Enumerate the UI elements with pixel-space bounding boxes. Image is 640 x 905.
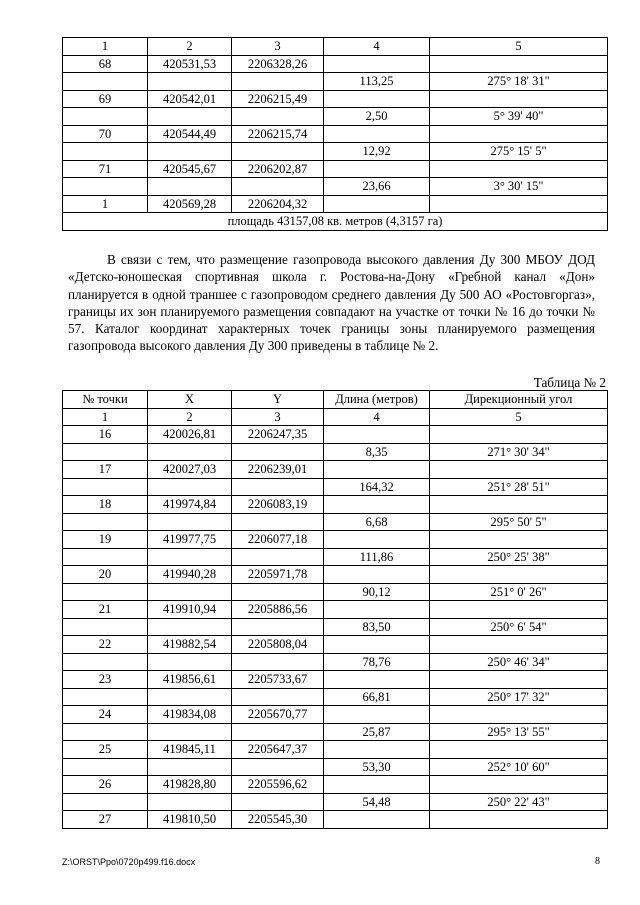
table-cell: 250° 25' 38" (430, 548, 608, 566)
table-cell: 419940,28 (148, 566, 232, 584)
table-row (63, 723, 608, 741)
table-row (63, 125, 608, 143)
table-row (63, 741, 608, 759)
column-number-cell: 5 (430, 38, 608, 56)
table-row (63, 513, 608, 531)
table-cell: 2205647,37 (232, 741, 324, 759)
table-cell (148, 688, 232, 706)
table-cell (148, 758, 232, 776)
table-row (63, 426, 608, 444)
table-cell: 12,92 (324, 143, 430, 161)
column-number-cell: 4 (324, 408, 430, 426)
table-cell (430, 636, 608, 654)
table-cell (63, 793, 148, 811)
table-cell: 71 (63, 160, 148, 178)
table-cell (232, 653, 324, 671)
table-cell: 5° 39' 40" (430, 108, 608, 126)
table-cell: 25 (63, 741, 148, 759)
table-cell: 16 (63, 426, 148, 444)
table1-column-numbers-row (63, 38, 608, 56)
table-cell: 251° 0' 26" (430, 583, 608, 601)
table-cell: 420545,67 (148, 160, 232, 178)
table-row (63, 178, 608, 196)
body-paragraph: В связи с тем, что размещение газопровода высокого давления Ду 300 МБОУ ДОД «Детско-юношеская спортивная школа г. Ростова-на-Дону «Гребной канал «Дон» планируется в одной траншее с газопроводом среднего давления Ду 500 АО «Ростовгоргаз», границы их зон планируемого размещения совпадают на участке от точки № 16 до точки № 57. Каталог координат характерных точек границы зоны планируемого размещения газопровода высокого давления Ду 300 приведены в таблице № 2. (68, 252, 595, 354)
table-cell: 295° 13' 55" (430, 723, 608, 741)
table-cell: 2206215,74 (232, 125, 324, 143)
table-cell: 419977,75 (148, 531, 232, 549)
table-cell: 70 (63, 125, 148, 143)
table-row (63, 548, 608, 566)
table-cell (430, 125, 608, 143)
table-row (63, 108, 608, 126)
table-cell (232, 443, 324, 461)
column-header-cell: Длина (метров) (324, 391, 430, 409)
table-cell: 26 (63, 776, 148, 794)
table-row (63, 496, 608, 514)
table-cell (63, 178, 148, 196)
table-cell (148, 108, 232, 126)
table-cell (324, 741, 430, 759)
table-cell: 2205886,56 (232, 601, 324, 619)
table-cell (324, 776, 430, 794)
table-cell (232, 548, 324, 566)
table-cell: 271° 30' 34" (430, 443, 608, 461)
table-cell (324, 496, 430, 514)
table-cell (324, 636, 430, 654)
table-cell (148, 443, 232, 461)
table-row (63, 618, 608, 636)
table-row (63, 776, 608, 794)
table-row (63, 758, 608, 776)
table-cell: 22 (63, 636, 148, 654)
table-cell (232, 73, 324, 91)
table-cell: 111,86 (324, 548, 430, 566)
table-row (63, 671, 608, 689)
table-cell: 6,68 (324, 513, 430, 531)
table-cell (324, 195, 430, 213)
table-cell (324, 531, 430, 549)
table-cell: 250° 22' 43" (430, 793, 608, 811)
table-cell: 1 (63, 195, 148, 213)
table-cell (430, 461, 608, 479)
table-cell: 419882,54 (148, 636, 232, 654)
table-row (63, 811, 608, 829)
table-cell: 23,66 (324, 178, 430, 196)
table-cell: 24 (63, 706, 148, 724)
table-cell (232, 688, 324, 706)
table-row (63, 653, 608, 671)
table-cell: 420569,28 (148, 195, 232, 213)
table-cell (324, 160, 430, 178)
table-cell (63, 513, 148, 531)
table-cell (430, 426, 608, 444)
table-cell: 18 (63, 496, 148, 514)
table-cell (63, 73, 148, 91)
coordinates-table-2 (62, 390, 608, 829)
table-cell (324, 706, 430, 724)
table-row (63, 461, 608, 479)
table-cell: 419974,84 (148, 496, 232, 514)
table-cell: 21 (63, 601, 148, 619)
page-number: 8 (595, 856, 600, 867)
table-cell (148, 478, 232, 496)
table-cell: 420027,03 (148, 461, 232, 479)
table-cell: 420544,49 (148, 125, 232, 143)
table-cell (430, 90, 608, 108)
table-cell (63, 548, 148, 566)
column-number-cell: 3 (232, 408, 324, 426)
table-row (63, 195, 608, 213)
table-cell: 420026,81 (148, 426, 232, 444)
area-row (63, 213, 608, 231)
table-row (63, 636, 608, 654)
table-cell (430, 811, 608, 829)
table-cell (430, 566, 608, 584)
table-row (63, 531, 608, 549)
table-cell (232, 108, 324, 126)
table-cell (63, 108, 148, 126)
table-cell: 2205596,62 (232, 776, 324, 794)
table-cell: 23 (63, 671, 148, 689)
column-number-cell: 2 (148, 38, 232, 56)
table-cell (232, 513, 324, 531)
table-cell (148, 793, 232, 811)
table-cell (148, 73, 232, 91)
table-cell (324, 811, 430, 829)
table-cell (232, 178, 324, 196)
table-cell: 2206204,32 (232, 195, 324, 213)
table-cell: 2205545,30 (232, 811, 324, 829)
table-cell (324, 601, 430, 619)
table-cell (430, 160, 608, 178)
table-cell (63, 758, 148, 776)
table-cell (148, 143, 232, 161)
table-cell (148, 548, 232, 566)
footer-file-path: Z:\ORST\Ppo\0720p499.f16.docx (62, 857, 196, 867)
table-cell: 2206215,49 (232, 90, 324, 108)
table-cell (430, 496, 608, 514)
table-cell (324, 566, 430, 584)
table-cell: 250° 17' 32" (430, 688, 608, 706)
column-number-cell: 1 (63, 408, 148, 426)
table-row (63, 143, 608, 161)
table-cell: 113,25 (324, 73, 430, 91)
table-cell: 27 (63, 811, 148, 829)
table-cell (148, 723, 232, 741)
table-cell (63, 688, 148, 706)
column-number-cell: 1 (63, 38, 148, 56)
table-cell: 2205808,04 (232, 636, 324, 654)
table-cell: 68 (63, 55, 148, 73)
table-row (63, 90, 608, 108)
column-header-cell: Дирекционный угол (430, 391, 608, 409)
table-cell: 20 (63, 566, 148, 584)
table-cell (324, 426, 430, 444)
table-cell: 2205733,67 (232, 671, 324, 689)
table-cell: 419828,80 (148, 776, 232, 794)
table-cell: 2206239,01 (232, 461, 324, 479)
table-row (63, 601, 608, 619)
table-cell: 66,81 (324, 688, 430, 706)
table-cell (430, 55, 608, 73)
table-cell: 420531,53 (148, 55, 232, 73)
table-cell: 2206202,87 (232, 160, 324, 178)
table-cell (324, 461, 430, 479)
table-cell (63, 583, 148, 601)
table-cell (232, 723, 324, 741)
table-cell (148, 513, 232, 531)
table-cell (232, 618, 324, 636)
table-row (63, 706, 608, 724)
column-number-cell: 2 (148, 408, 232, 426)
area-summary-cell: площадь 43157,08 кв. метров (4,3157 га) (63, 213, 608, 231)
table-cell: 419856,61 (148, 671, 232, 689)
table2-column-numbers-row (63, 408, 608, 426)
column-header-cell: X (148, 391, 232, 409)
table-cell (232, 143, 324, 161)
table-cell: 90,12 (324, 583, 430, 601)
table-cell: 275° 15' 5" (430, 143, 608, 161)
table1-body (63, 38, 608, 231)
table-cell (324, 90, 430, 108)
table-cell: 2206247,35 (232, 426, 324, 444)
table-cell (232, 793, 324, 811)
table-row (63, 583, 608, 601)
table-cell: 419845,11 (148, 741, 232, 759)
table-cell: 83,50 (324, 618, 430, 636)
table-cell: 2206077,18 (232, 531, 324, 549)
table-cell (324, 55, 430, 73)
table-cell: 2205670,77 (232, 706, 324, 724)
table-cell: 251° 28' 51" (430, 478, 608, 496)
table-row (63, 566, 608, 584)
table-row (63, 55, 608, 73)
table-cell: 25,87 (324, 723, 430, 741)
column-number-cell: 4 (324, 38, 430, 56)
table-cell (232, 583, 324, 601)
table-cell (148, 618, 232, 636)
table-cell (324, 125, 430, 143)
table-cell (430, 706, 608, 724)
table-cell: 69 (63, 90, 148, 108)
table-row (63, 688, 608, 706)
table2-header-row (63, 391, 608, 409)
table-cell: 275° 18' 31" (430, 73, 608, 91)
table-cell (430, 741, 608, 759)
table-cell: 3° 30' 15" (430, 178, 608, 196)
table-cell (430, 601, 608, 619)
table-cell: 78,76 (324, 653, 430, 671)
table-cell: 419910,94 (148, 601, 232, 619)
table-cell: 419810,50 (148, 811, 232, 829)
table-cell (430, 195, 608, 213)
table-cell: 295° 50' 5" (430, 513, 608, 531)
table-cell (324, 671, 430, 689)
table-cell (148, 653, 232, 671)
table-cell: 419834,08 (148, 706, 232, 724)
table-cell: 250° 6' 54" (430, 618, 608, 636)
table-cell: 250° 46' 34" (430, 653, 608, 671)
table-cell: 2206083,19 (232, 496, 324, 514)
table-cell (63, 723, 148, 741)
column-number-cell: 5 (430, 408, 608, 426)
coordinates-table-continued (62, 37, 608, 231)
column-header-cell: Y (232, 391, 324, 409)
table-row (63, 793, 608, 811)
table-caption: Таблица № 2 (533, 375, 606, 390)
table-cell (430, 671, 608, 689)
table-row (63, 443, 608, 461)
table-cell: 252° 10' 60" (430, 758, 608, 776)
table-cell: 8,35 (324, 443, 430, 461)
table-cell (148, 583, 232, 601)
column-header-cell: № точки (63, 391, 148, 409)
table-cell (232, 478, 324, 496)
table-row (63, 160, 608, 178)
table-cell: 2206328,26 (232, 55, 324, 73)
table-cell (430, 531, 608, 549)
table-cell: 2,50 (324, 108, 430, 126)
table-cell: 19 (63, 531, 148, 549)
table-cell: 54,48 (324, 793, 430, 811)
table-cell (63, 618, 148, 636)
table-cell (148, 178, 232, 196)
table-cell (63, 443, 148, 461)
table-cell: 420542,01 (148, 90, 232, 108)
table-cell: 17 (63, 461, 148, 479)
table-cell (232, 758, 324, 776)
table-cell: 164,32 (324, 478, 430, 496)
table-cell (430, 776, 608, 794)
table-row (63, 73, 608, 91)
table-cell: 2205971,78 (232, 566, 324, 584)
table-cell (63, 143, 148, 161)
table-row (63, 478, 608, 496)
table-cell: 53,30 (324, 758, 430, 776)
column-number-cell: 3 (232, 38, 324, 56)
table2-body (63, 391, 608, 829)
table-cell (63, 653, 148, 671)
table-cell (63, 478, 148, 496)
